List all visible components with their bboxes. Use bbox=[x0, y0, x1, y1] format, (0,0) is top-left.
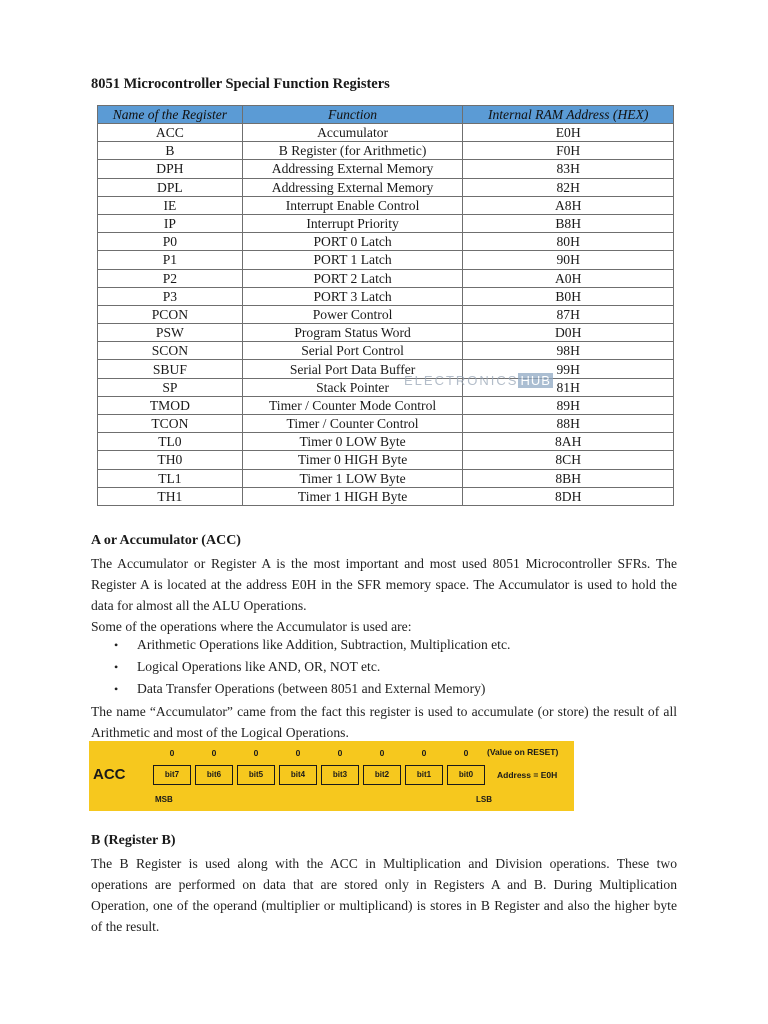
cell-address: F0H bbox=[463, 142, 674, 160]
cell-function: Interrupt Priority bbox=[242, 214, 463, 232]
list-item-text: Arithmetic Operations like Addition, Subtraction, Multiplication etc. bbox=[137, 637, 511, 652]
cell-address: 82H bbox=[463, 178, 674, 196]
cell-function: Timer 1 LOW Byte bbox=[242, 469, 463, 487]
reset-value-bit1: 0 bbox=[421, 748, 427, 758]
cell-register-name: SBUF bbox=[98, 360, 243, 378]
cell-address: 87H bbox=[463, 305, 674, 323]
cell-register-name: DPL bbox=[98, 178, 243, 196]
table-row bbox=[98, 214, 674, 232]
bit-cell-bit7: bit7 bbox=[153, 765, 191, 785]
cell-address: 83H bbox=[463, 160, 674, 178]
reset-value-note: (Value on RESET) bbox=[487, 747, 559, 757]
cell-register-name: TL0 bbox=[98, 433, 243, 451]
table-row bbox=[98, 342, 674, 360]
cell-address: 8CH bbox=[463, 451, 674, 469]
cell-address: 8DH bbox=[463, 487, 674, 505]
cell-register-name: TL1 bbox=[98, 469, 243, 487]
list-item bbox=[111, 656, 510, 678]
cell-function: Timer / Counter Control bbox=[242, 415, 463, 433]
bit-cell-bit4: bit4 bbox=[279, 765, 317, 785]
table-row bbox=[98, 469, 674, 487]
cell-register-name: B bbox=[98, 142, 243, 160]
watermark-logo bbox=[404, 373, 553, 388]
list-item-text: Data Transfer Operations (between 8051 and External Memory) bbox=[137, 681, 486, 696]
cell-address: 8AH bbox=[463, 433, 674, 451]
cell-register-name: PSW bbox=[98, 324, 243, 342]
cell-address: 80H bbox=[463, 233, 674, 251]
cell-function: B Register (for Arithmetic) bbox=[242, 142, 463, 160]
column-header-register-name: Name of the Register bbox=[98, 106, 243, 124]
cell-address: D0H bbox=[463, 324, 674, 342]
cell-register-name: P3 bbox=[98, 287, 243, 305]
cell-register-name: P1 bbox=[98, 251, 243, 269]
table-row bbox=[98, 433, 674, 451]
table-row bbox=[98, 487, 674, 505]
table-row bbox=[98, 142, 674, 160]
acc-paragraph-2: Some of the operations where the Accumulator is used are: bbox=[91, 619, 412, 634]
cell-function: Accumulator bbox=[242, 124, 463, 142]
cell-function: Power Control bbox=[242, 305, 463, 323]
cell-function: Timer 1 HIGH Byte bbox=[242, 487, 463, 505]
cell-register-name: DPH bbox=[98, 160, 243, 178]
cell-register-name: TCON bbox=[98, 415, 243, 433]
table-row bbox=[98, 396, 674, 414]
table-row bbox=[98, 124, 674, 142]
list-item bbox=[111, 634, 510, 656]
acc-paragraph-1: The Accumulator or Register A is the most important and most used 8051 Microcontroller SFRs. The Register A is located at the address E0H in the SFR memory space. The Accumulator is used to hold the data for almost all the ALU Operations. bbox=[91, 556, 677, 613]
table-row bbox=[98, 178, 674, 196]
cell-register-name: IE bbox=[98, 196, 243, 214]
bullet-icon: • bbox=[114, 682, 119, 696]
acc-register-diagram bbox=[89, 741, 574, 811]
cell-register-name: P0 bbox=[98, 233, 243, 251]
list-item-text: Logical Operations like AND, OR, NOT etc. bbox=[137, 659, 381, 674]
bit-cell-bit2: bit2 bbox=[363, 765, 401, 785]
table-row bbox=[98, 269, 674, 287]
cell-register-name: PCON bbox=[98, 305, 243, 323]
cell-function: Stack Pointer bbox=[242, 378, 463, 396]
acc-paragraph-3: The name “Accumulator” came from the fact this register is used to accumulate (or store) the result of all Arithmetic and most of the Logical Operations. bbox=[91, 704, 677, 740]
bullet-icon: • bbox=[114, 638, 119, 652]
reset-value-bit3: 0 bbox=[337, 748, 343, 758]
bullet-icon: • bbox=[114, 660, 119, 674]
table-row bbox=[98, 415, 674, 433]
list-item bbox=[111, 678, 510, 700]
cell-function: Serial Port Control bbox=[242, 342, 463, 360]
address-note: Address = E0H bbox=[497, 770, 558, 780]
section-heading-acc: A or Accumulator (ACC) bbox=[91, 533, 241, 548]
cell-address: 89H bbox=[463, 396, 674, 414]
reset-value-bit7: 0 bbox=[169, 748, 175, 758]
bit-cell-bit5: bit5 bbox=[237, 765, 275, 785]
cell-address: A8H bbox=[463, 196, 674, 214]
sfr-table bbox=[97, 105, 674, 506]
diagram-register-label: ACC bbox=[93, 766, 126, 783]
bit-cell-bit1: bit1 bbox=[405, 765, 443, 785]
table-row bbox=[98, 360, 674, 378]
table-row bbox=[98, 160, 674, 178]
cell-address: B0H bbox=[463, 287, 674, 305]
cell-register-name: SCON bbox=[98, 342, 243, 360]
table-row bbox=[98, 305, 674, 323]
cell-register-name: P2 bbox=[98, 269, 243, 287]
cell-address: B8H bbox=[463, 214, 674, 232]
cell-address: A0H bbox=[463, 269, 674, 287]
cell-register-name: TH1 bbox=[98, 487, 243, 505]
b-paragraph-1: The B Register is used along with the ACC in Multiplication and Division operations. These two operations are performed on data that are stored only in Registers A and B. During Multiplication Operation, one of the operand (multiplier or multiplicand) is stores in B Register and also the higher byte of the result. bbox=[91, 856, 677, 934]
acc-operations-list bbox=[111, 634, 510, 700]
cell-function: Timer 0 HIGH Byte bbox=[242, 451, 463, 469]
column-header-address: Internal RAM Address (HEX) bbox=[463, 106, 674, 124]
reset-value-bit2: 0 bbox=[379, 748, 385, 758]
cell-address: 8BH bbox=[463, 469, 674, 487]
reset-value-bit4: 0 bbox=[295, 748, 301, 758]
reset-value-bit6: 0 bbox=[211, 748, 217, 758]
cell-function: Serial Port Data Buffer bbox=[242, 360, 463, 378]
cell-register-name: ACC bbox=[98, 124, 243, 142]
cell-function: Addressing External Memory bbox=[242, 160, 463, 178]
cell-function: Program Status Word bbox=[242, 324, 463, 342]
table-row bbox=[98, 324, 674, 342]
page-title: 8051 Microcontroller Special Function Registers bbox=[91, 76, 390, 92]
table-row bbox=[98, 196, 674, 214]
section-heading-b: B (Register B) bbox=[91, 833, 176, 848]
table-header-row bbox=[98, 106, 674, 124]
reset-value-bit0: 0 bbox=[463, 748, 469, 758]
cell-address: 99H bbox=[463, 360, 674, 378]
cell-function: Interrupt Enable Control bbox=[242, 196, 463, 214]
table-row bbox=[98, 287, 674, 305]
cell-register-name: TH0 bbox=[98, 451, 243, 469]
watermark-text: ELECTRONICS bbox=[404, 373, 519, 388]
cell-function: PORT 2 Latch bbox=[242, 269, 463, 287]
table-row bbox=[98, 233, 674, 251]
bit-cell-bit3: bit3 bbox=[321, 765, 359, 785]
watermark-box: HUB bbox=[520, 373, 551, 388]
cell-address: E0H bbox=[463, 124, 674, 142]
cell-address: 90H bbox=[463, 251, 674, 269]
column-header-function: Function bbox=[242, 106, 463, 124]
bit-cell-bit0: bit0 bbox=[447, 765, 485, 785]
cell-function: PORT 1 Latch bbox=[242, 251, 463, 269]
table-row bbox=[98, 451, 674, 469]
cell-function: Timer / Counter Mode Control bbox=[242, 396, 463, 414]
reset-value-bit5: 0 bbox=[253, 748, 259, 758]
cell-function: Timer 0 LOW Byte bbox=[242, 433, 463, 451]
cell-address: 88H bbox=[463, 415, 674, 433]
cell-register-name: TMOD bbox=[98, 396, 243, 414]
cell-address: 98H bbox=[463, 342, 674, 360]
cell-function: PORT 3 Latch bbox=[242, 287, 463, 305]
msb-label: MSB bbox=[155, 795, 173, 804]
cell-register-name: SP bbox=[98, 378, 243, 396]
cell-address: 81H bbox=[463, 378, 674, 396]
cell-function: PORT 0 Latch bbox=[242, 233, 463, 251]
table-body bbox=[98, 124, 674, 506]
table-row bbox=[98, 251, 674, 269]
cell-function: Addressing External Memory bbox=[242, 178, 463, 196]
bit-cell-bit6: bit6 bbox=[195, 765, 233, 785]
lsb-label: LSB bbox=[476, 795, 492, 804]
cell-register-name: IP bbox=[98, 214, 243, 232]
table-row bbox=[98, 378, 674, 396]
